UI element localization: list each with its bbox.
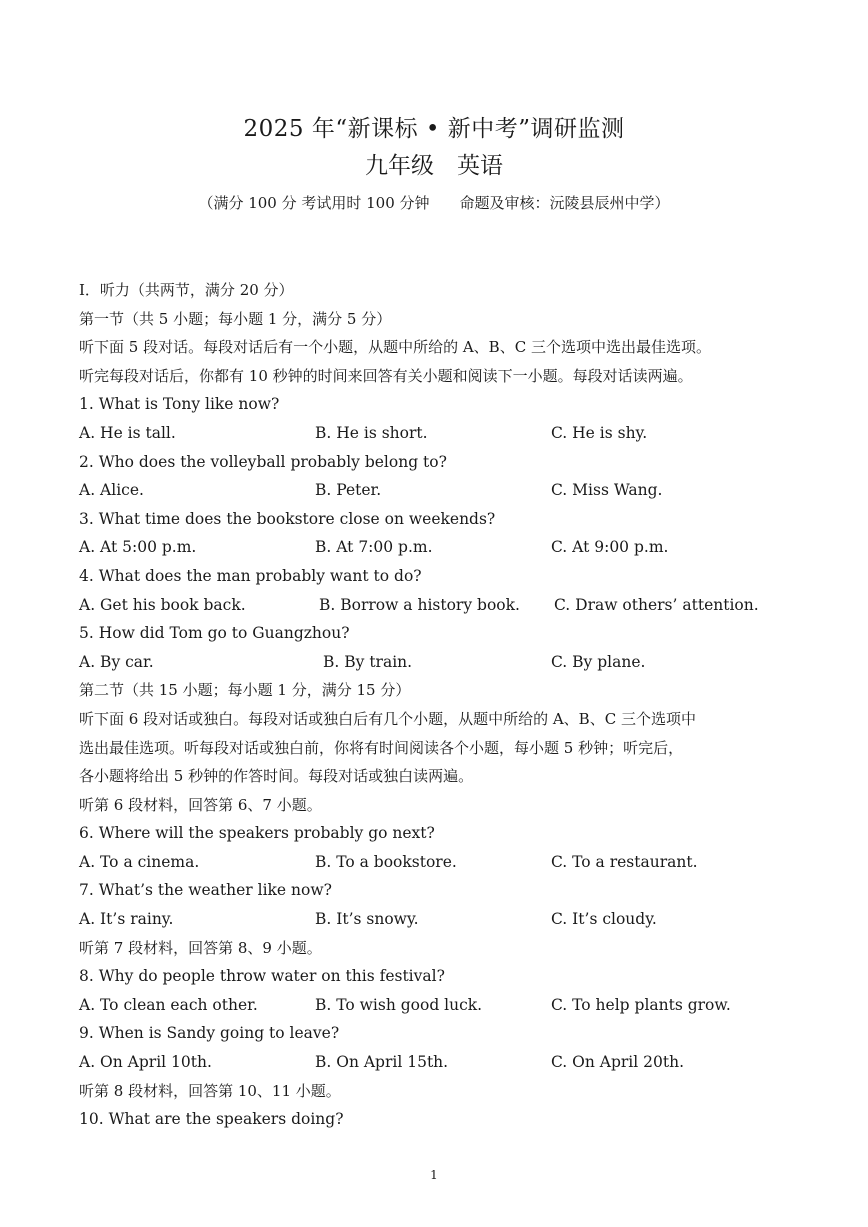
question-options [79, 591, 809, 620]
question-options [79, 476, 809, 505]
question-text: 3. What time does the bookstore close on weekends? [79, 509, 496, 528]
question-text: 8. Why do people throw water on this festival? [79, 967, 445, 986]
option-a[interactable]: A. On April 10th. [79, 1053, 212, 1072]
option-c[interactable]: C. On April 20th. [551, 1053, 685, 1072]
listening-section [79, 276, 809, 1134]
option-c[interactable]: C. It’s cloudy. [551, 910, 657, 929]
exam-title: 2025 年“新课标 • 新中考”调研监测 [243, 116, 625, 142]
option-b[interactable]: B. By train. [323, 652, 413, 671]
option-c[interactable]: C. Draw others’ attention. [554, 595, 759, 614]
part1-instruction-1: 听下面 5 段对话。每段对话后有一个小题，从题中所给的 A、B、C 三个选项中选出最佳选项。 [79, 338, 711, 357]
option-b[interactable]: B. To wish good luck. [315, 995, 483, 1014]
option-c[interactable]: C. By plane. [551, 652, 646, 671]
option-c[interactable]: C. To a restaurant. [551, 852, 698, 871]
part2-instruction-2: 选出最佳选项。听每段对话或独白前，你将有时间阅读各个小题，每小题 5 秒钟；听完后， [79, 738, 684, 757]
question-options [79, 533, 809, 562]
question-options [79, 648, 809, 677]
page-number: 1 [430, 1168, 438, 1182]
option-b[interactable]: B. Peter. [315, 481, 382, 500]
option-a[interactable]: A. He is tall. [79, 423, 176, 442]
question-options [79, 848, 809, 877]
question-text: 1. What is Tony like now? [79, 395, 280, 414]
option-b[interactable]: B. On April 15th. [315, 1053, 449, 1072]
part1-instruction-2: 听完每段对话后，你都有 10 秒钟的时间来回答有关小题和阅读下一小题。每段对话读两遍。 [79, 366, 693, 385]
part1-title: 第一节（共 5 小题；每小题 1 分，满分 5 分） [79, 309, 392, 328]
question-text: 6. Where will the speakers probably go next? [79, 824, 435, 843]
exam-subtitle: 九年级 英语 [365, 153, 503, 179]
question-options [79, 419, 809, 448]
option-a[interactable]: A. By car. [79, 652, 154, 671]
option-c[interactable]: C. Miss Wang. [551, 481, 663, 500]
material-7-note: 听第 7 段材料，回答第 8、9 小题。 [79, 938, 322, 957]
option-a[interactable]: A. To a cinema. [79, 852, 200, 871]
question-options [79, 991, 809, 1020]
question-text: 5. How did Tom go to Guangzhou? [79, 624, 350, 643]
material-6-note: 听第 6 段材料，回答第 6、7 小题。 [79, 795, 322, 814]
option-a[interactable]: A. At 5:00 p.m. [79, 538, 197, 557]
question-text: 7. What’s the weather like now? [79, 881, 332, 900]
exam-meta: （满分 100 分 考试用时 100 分钟 命题及审核：沅陵县辰州中学） [198, 194, 670, 212]
question-text: 4. What does the man probably want to do? [79, 566, 422, 585]
option-a[interactable]: A. Get his book back. [79, 595, 246, 614]
question-options [79, 1048, 809, 1077]
option-a[interactable]: A. To clean each other. [79, 995, 258, 1014]
option-a[interactable]: A. Alice. [79, 481, 144, 500]
option-b[interactable]: B. To a bookstore. [315, 852, 457, 871]
section-title: I．听力（共两节，满分 20 分） [79, 281, 294, 299]
part2-title: 第二节（共 15 小题；每小题 1 分，满分 15 分） [79, 681, 411, 700]
option-b[interactable]: B. At 7:00 p.m. [315, 538, 433, 557]
option-c[interactable]: C. He is shy. [551, 423, 648, 442]
question-options [79, 905, 809, 934]
material-8-note: 听第 8 段材料，回答第 10、11 小题。 [79, 1081, 341, 1100]
option-c[interactable]: C. To help plants grow. [551, 995, 731, 1014]
option-a[interactable]: A. It’s rainy. [79, 910, 174, 929]
option-b[interactable]: B. He is short. [315, 423, 428, 442]
option-b[interactable]: B. Borrow a history book. [319, 595, 520, 614]
question-text: 10. What are the speakers doing? [79, 1110, 344, 1129]
part2-instruction-1: 听下面 6 段对话或独白。每段对话或独白后有几个小题，从题中所给的 A、B、C 三个选项中 [79, 709, 696, 728]
question-text: 2. Who does the volleyball probably belong to? [79, 452, 447, 471]
part2-instruction-3: 各小题将给出 5 秒钟的作答时间。每段对话或独白读两遍。 [79, 767, 474, 786]
option-c[interactable]: C. At 9:00 p.m. [551, 538, 669, 557]
question-text: 9. When is Sandy going to leave? [79, 1024, 340, 1043]
option-b[interactable]: B. It’s snowy. [315, 910, 419, 929]
